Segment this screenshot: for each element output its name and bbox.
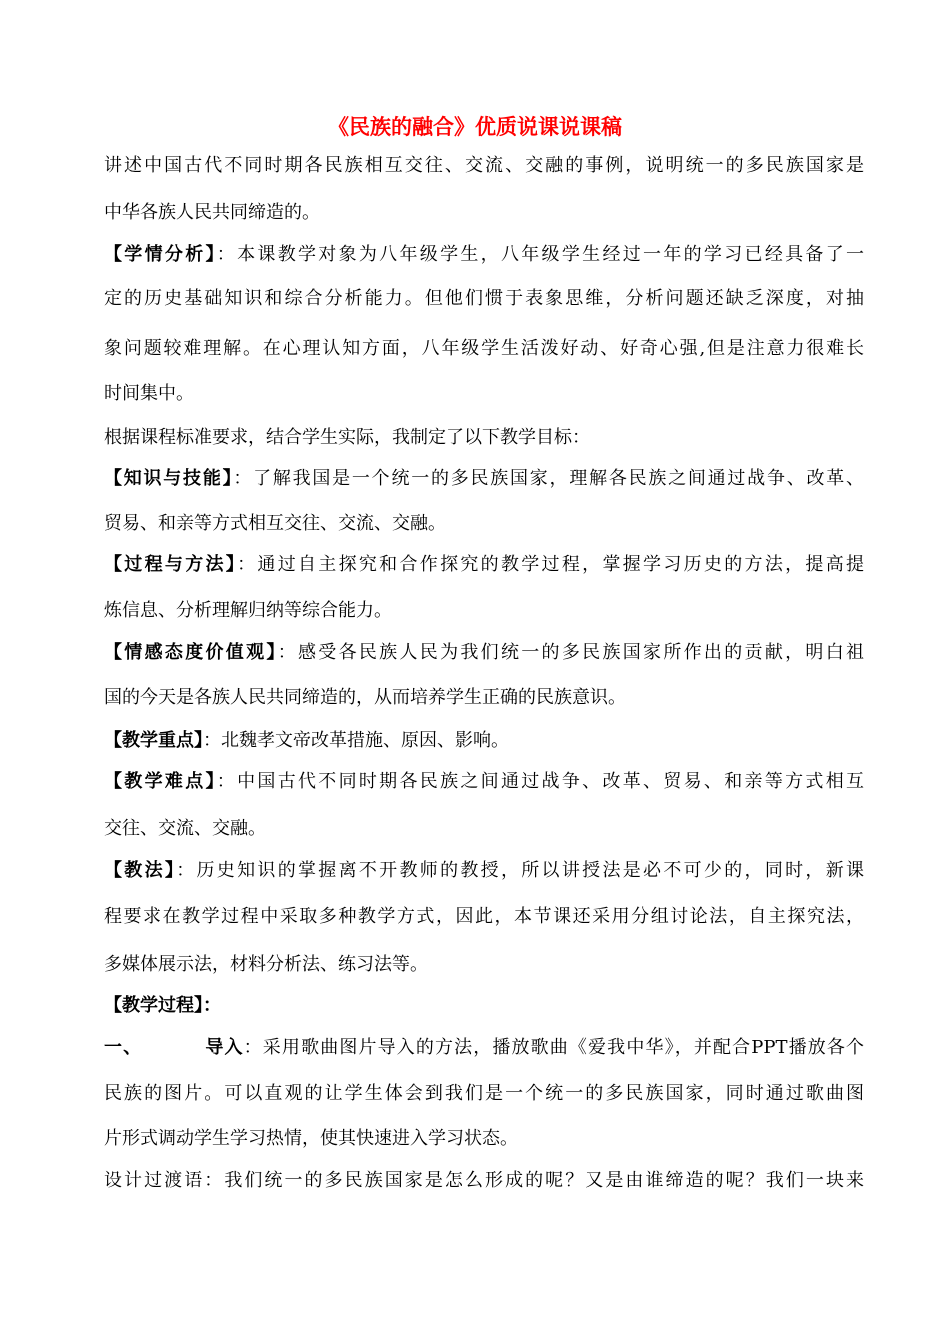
method-label: 【教法】 (104, 860, 177, 881)
transition-line-1: 设计过渡语：我们统一的多民族国家是怎么形成的呢？又是由谁缔造的呢？我们一块来 (104, 1170, 864, 1191)
key-point-line: 【教学重点】：北魏孝文帝改革措施、原因、影响。 (104, 730, 509, 751)
knowledge-label: 【知识与技能】 (104, 468, 234, 489)
method-line-2: 程要求在教学过程中采取多种教学方式，因此，本节课还采用分组讨论法，自主探究法， (104, 906, 864, 927)
learner-analysis-line-3: 象问题较难理解。在心理认知方面，八年级学生活泼好动、好奇心强,但是注意力很难长 (104, 338, 864, 359)
process-line-2: 炼信息、分析理解归纳等综合能力。 (104, 600, 392, 621)
learner-analysis-line-2: 定的历史基础知识和综合分析能力。但他们惯于表象思维，分析问题还缺乏深度，对抽 (104, 288, 864, 309)
difficulty-line-2: 交往、交流、交融。 (104, 818, 266, 839)
intro-line-1: 讲述中国古代不同时期各民族相互交往、交流、交融的事例，说明统一的多民族国家是 (104, 155, 864, 176)
step1-line-1: 一、 导入：采用歌曲图片导入的方法，播放歌曲《爱我中华》，并配合PPT播放各个 (104, 1037, 865, 1058)
teaching-process-heading: 【教学过程】： (104, 995, 221, 1016)
step1-label: 导入 (204, 1037, 244, 1058)
intro-line-2: 中华各族人民共同缔造的。 (104, 202, 320, 223)
emotion-line-2: 国的今天是各族人民共同缔造的，从而培养学生正确的民族意识。 (104, 687, 626, 708)
knowledge-line-1: 【知识与技能】：了解我国是一个统一的多民族国家，理解各民族之间通过战争、改革、 (104, 468, 864, 489)
process-line-1: 【过程与方法】：通过自主探究和合作探究的教学过程，掌握学习历史的方法，提高提 (104, 554, 865, 575)
learner-analysis-label: 【学情分析】 (104, 244, 217, 265)
difficulty-line-1: 【教学难点】：中国古代不同时期各民族之间通过战争、改革、贸易、和亲等方式相互 (104, 771, 865, 792)
step1-line-3: 片形式调动学生学习热情，使其快速进入学习状态。 (104, 1128, 518, 1149)
goals-intro: 根据课程标准要求，结合学生实际，我制定了以下教学目标： (104, 427, 590, 448)
difficulty-label: 【教学难点】 (104, 771, 217, 792)
document-title: 《民族的融合》优质说课说课稿 (328, 114, 622, 139)
learner-analysis-line-1: 【学情分析】：本课教学对象为八年级学生，八年级学生经过一年的学习已经具备了一 (104, 244, 865, 265)
method-line-3: 多媒体展示法，材料分析法、练习法等。 (104, 954, 428, 975)
learner-analysis-line-4: 时间集中。 (104, 383, 194, 404)
step1-line-2: 民族的图片。可以直观的让学生体会到我们是一个统一的多民族国家，同时通过歌曲图 (104, 1083, 864, 1104)
step1-number: 一、 (104, 1037, 143, 1058)
emotion-line-1: 【情感态度价值观】：感受各民族人民为我们统一的多民族国家所作出的贡献，明白祖 (104, 642, 865, 663)
knowledge-line-2: 贸易、和亲等方式相互交往、交流、交融。 (104, 513, 446, 534)
emotion-label: 【情感态度价值观】 (104, 642, 278, 663)
key-point-label: 【教学重点】 (104, 730, 203, 751)
process-label: 【过程与方法】 (104, 554, 238, 575)
method-line-1: 【教法】：历史知识的掌握离不开教师的教授，所以讲授法是必不可少的，同时，新课 (104, 860, 865, 881)
